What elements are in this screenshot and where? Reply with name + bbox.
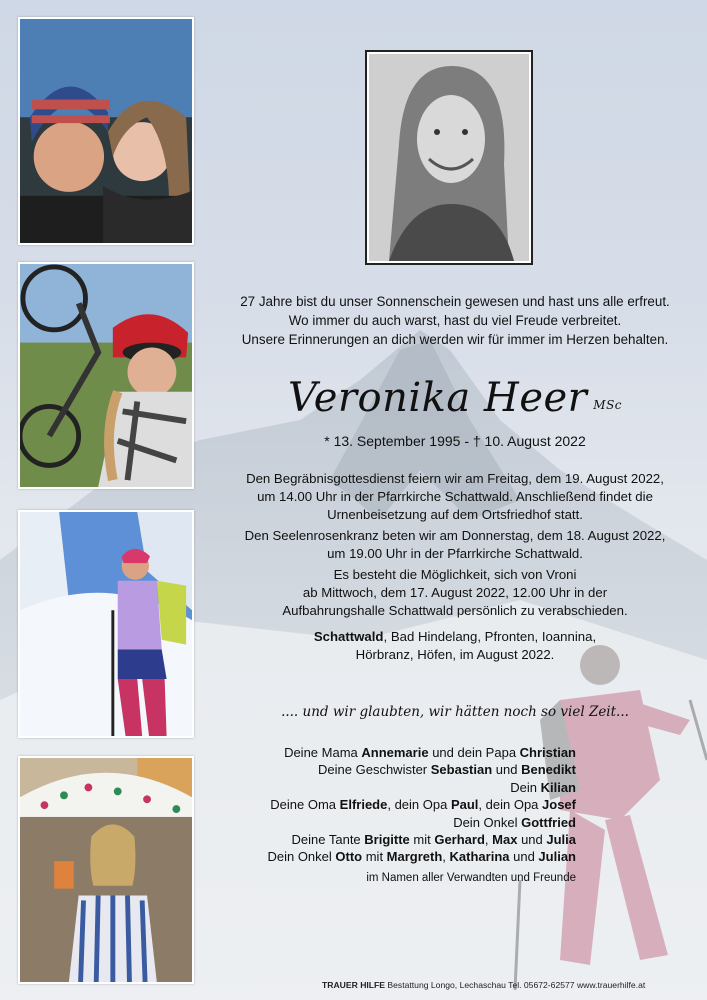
rosary-line: Den Seelenrosenkranz beten wir am Donnerstag, dem 18. August 2022,	[244, 528, 666, 543]
photo-ski-tour	[18, 510, 194, 738]
photo-bike	[18, 262, 194, 489]
life-dates: * 13. September 1995 - † 10. August 2022	[324, 433, 586, 449]
portrait-photo	[365, 50, 533, 265]
photo-cafe	[18, 756, 194, 984]
family-text: Deine Mama	[284, 745, 362, 760]
family-row	[200, 744, 576, 761]
family-name: Christian	[519, 745, 576, 760]
memorial-quote: .... und wir glaubten, wir hätten noch so viel Zeit...	[281, 704, 629, 720]
academic-title: MSc	[593, 398, 623, 412]
family-text: , dein Opa	[387, 797, 451, 813]
family-text: ,	[442, 849, 450, 865]
family-name: Max	[492, 832, 518, 848]
family-text: , dein Opa	[478, 797, 543, 813]
family-name: Brigitte	[364, 832, 410, 848]
funeral-line: Urnenbeisetzung auf dem Ortsfriedhof statt.	[327, 507, 583, 522]
family-text: und	[509, 849, 539, 865]
funeral-info	[210, 470, 700, 524]
family-name: Josef	[542, 797, 576, 813]
family-closing: im Namen aller Verwandten und Freunde	[366, 871, 576, 884]
family-row	[200, 796, 576, 813]
family-name: Otto	[335, 849, 363, 865]
family-name: Julia	[546, 832, 576, 848]
family-name: Margreth	[386, 849, 443, 865]
place-bold: Schattwald	[313, 629, 384, 644]
family-text: und	[492, 762, 522, 778]
footer-brand: TRAUER HILFE	[322, 980, 386, 990]
places-date	[210, 628, 700, 664]
footer	[322, 980, 702, 990]
farewell-line: ab Mittwoch, dem 17. August 2022, 12.00 Uhr in der	[302, 585, 608, 600]
rosary-line: um 19.00 Uhr in der Pfarrkirche Schattwald.	[327, 546, 583, 561]
family-list	[200, 744, 576, 887]
family-name: Sebastian	[430, 762, 493, 778]
places-line: Hörbranz, Höfen, im August 2022.	[355, 647, 555, 662]
intro-text	[210, 292, 700, 349]
places-line: Schattwald, Bad Hindelang, Pfronten, Ioannina,	[313, 629, 597, 644]
family-row	[200, 761, 576, 778]
family-name: Benedikt	[521, 762, 576, 778]
family-text: Dein	[510, 779, 541, 795]
family-text: Deine Geschwister	[318, 762, 431, 778]
family-text: und dein Papa	[428, 745, 520, 760]
rosary-info	[210, 527, 700, 563]
family-row	[200, 848, 576, 865]
intro-line: Unsere Erinnerungen an dich werden wir für immer im Herzen behalten.	[241, 332, 669, 347]
family-row	[200, 814, 576, 831]
family-name: Katharina	[449, 849, 510, 865]
family-text: Deine Tante	[291, 832, 365, 848]
deceased-name-block	[210, 373, 700, 430]
farewell-line: Aufbahrungshalle Schattwald persönlich zu verabschieden.	[282, 603, 628, 618]
funeral-line: um 14.00 Uhr in der Pfarrkirche Schattwald. Anschließend findet die	[257, 489, 653, 504]
family-name: Kilian	[540, 779, 576, 795]
family-name: Julian	[538, 849, 576, 865]
intro-line: 27 Jahre bist du unser Sonnenschein gewesen und hast uns alle erfreut.	[240, 294, 670, 309]
family-text: Deine Oma	[270, 797, 340, 813]
farewell-line: Es besteht die Möglichkeit, sich von Vroni	[333, 567, 577, 582]
family-text: mit	[409, 832, 435, 848]
family-text: mit	[362, 849, 387, 865]
funeral-line: Den Begräbnisgottesdienst feiern wir am Freitag, dem 19. August 2022,	[246, 471, 664, 486]
family-text: und	[517, 832, 547, 848]
photo-couple	[18, 17, 194, 245]
family-name: Elfriede	[339, 797, 388, 813]
family-name: Annemarie	[361, 745, 429, 760]
intro-line: Wo immer du auch warst, hast du viel Freude verbreitet.	[288, 313, 622, 328]
family-row	[200, 831, 576, 848]
family-name: Gerhard	[434, 832, 485, 848]
deceased-name: Veronika Heer	[287, 375, 588, 421]
family-row	[200, 779, 576, 796]
footer-text: Bestattung Longo, Lechaschau Tel. 05672-62577 www.trauerhilfe.at	[385, 980, 646, 990]
family-text: Dein Onkel	[267, 849, 336, 865]
family-text: Dein Onkel	[453, 814, 522, 830]
family-text: ,	[484, 832, 493, 848]
family-name: Paul	[450, 797, 479, 813]
family-name: Gottfried	[521, 814, 576, 830]
farewell-info	[210, 566, 700, 620]
